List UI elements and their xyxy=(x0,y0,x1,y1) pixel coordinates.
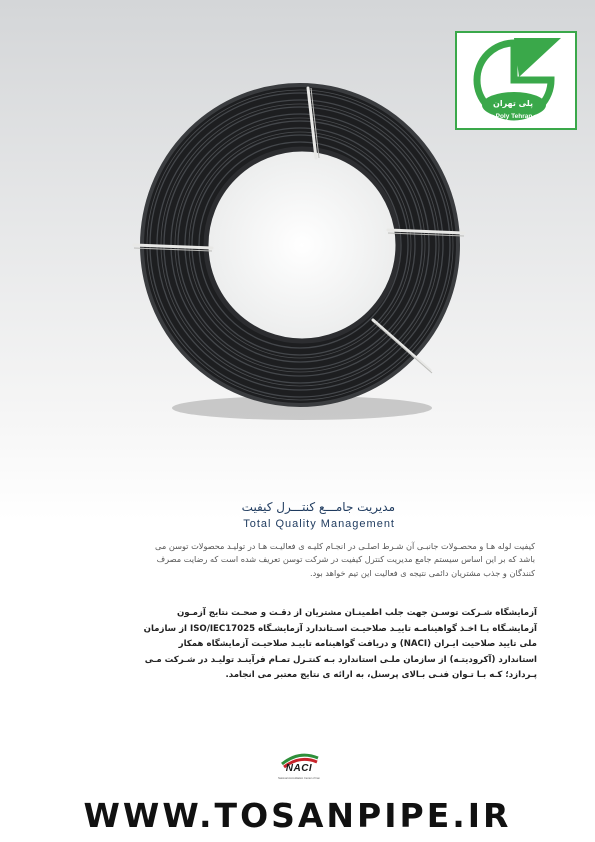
naci-wordmark: NACI xyxy=(285,763,313,774)
quality-paragraph: کیفیت لوله هـا و محصـولات جانبـی آن شـرط اصلـی در انجـام کلیـه ی فعالیـت هـا در تولیـد محصولات توسن می باشد که بر این اساس سیستم جامع مدیریت کنترل کیفیت در شرکت توسن تعریف شده است که رضایت مصرف کنندگان و جذب مشتریان دائمی نتیجه ی فعالیت این تیم خواهد بود. xyxy=(155,541,535,578)
pipe-coil-image xyxy=(130,70,470,440)
poly-tehran-logo xyxy=(455,31,577,130)
section-title-fa: مدیریت جامـــع کنتـــرل کیفیت xyxy=(241,500,395,514)
section-title-en: Total Quality Management xyxy=(243,518,395,530)
logo-name-en: Poly Tehran xyxy=(495,113,533,120)
naci-caption: National Accreditation Center of Iran xyxy=(278,777,320,780)
website-url: WWW.TOSANPIPE.IR xyxy=(83,796,512,835)
logo-name-fa: پلی تهران xyxy=(493,99,533,108)
laboratory-paragraph: آزمایشگاه شـرکت توسـن جهت جلب اطمینـان مشتریان از دقـت و صحـت نتایج آزمـون آزمایشـگاه بـا اخـذ گواهینامـه تاییـد صلاحیـت اسـتاندارد آزمایشـگاه ISO/IEC17025 از سازمان ملی تایید صلاحیت ایـران (NACI) و دریافت گواهینامه تاییـد صلاحیـت آزمایشگاه همکار استاندارد (آکرودیتـه) از سازمان ملـی استاندارد بـه کنتـرل تمـام فرآینـد تولیـد در شـرکت مـی پـردازد؛ کـه بـا تـوان فنـی بـالای پرسنل، به ارائه ی نتایج معتبر می انجامد. xyxy=(143,608,537,681)
